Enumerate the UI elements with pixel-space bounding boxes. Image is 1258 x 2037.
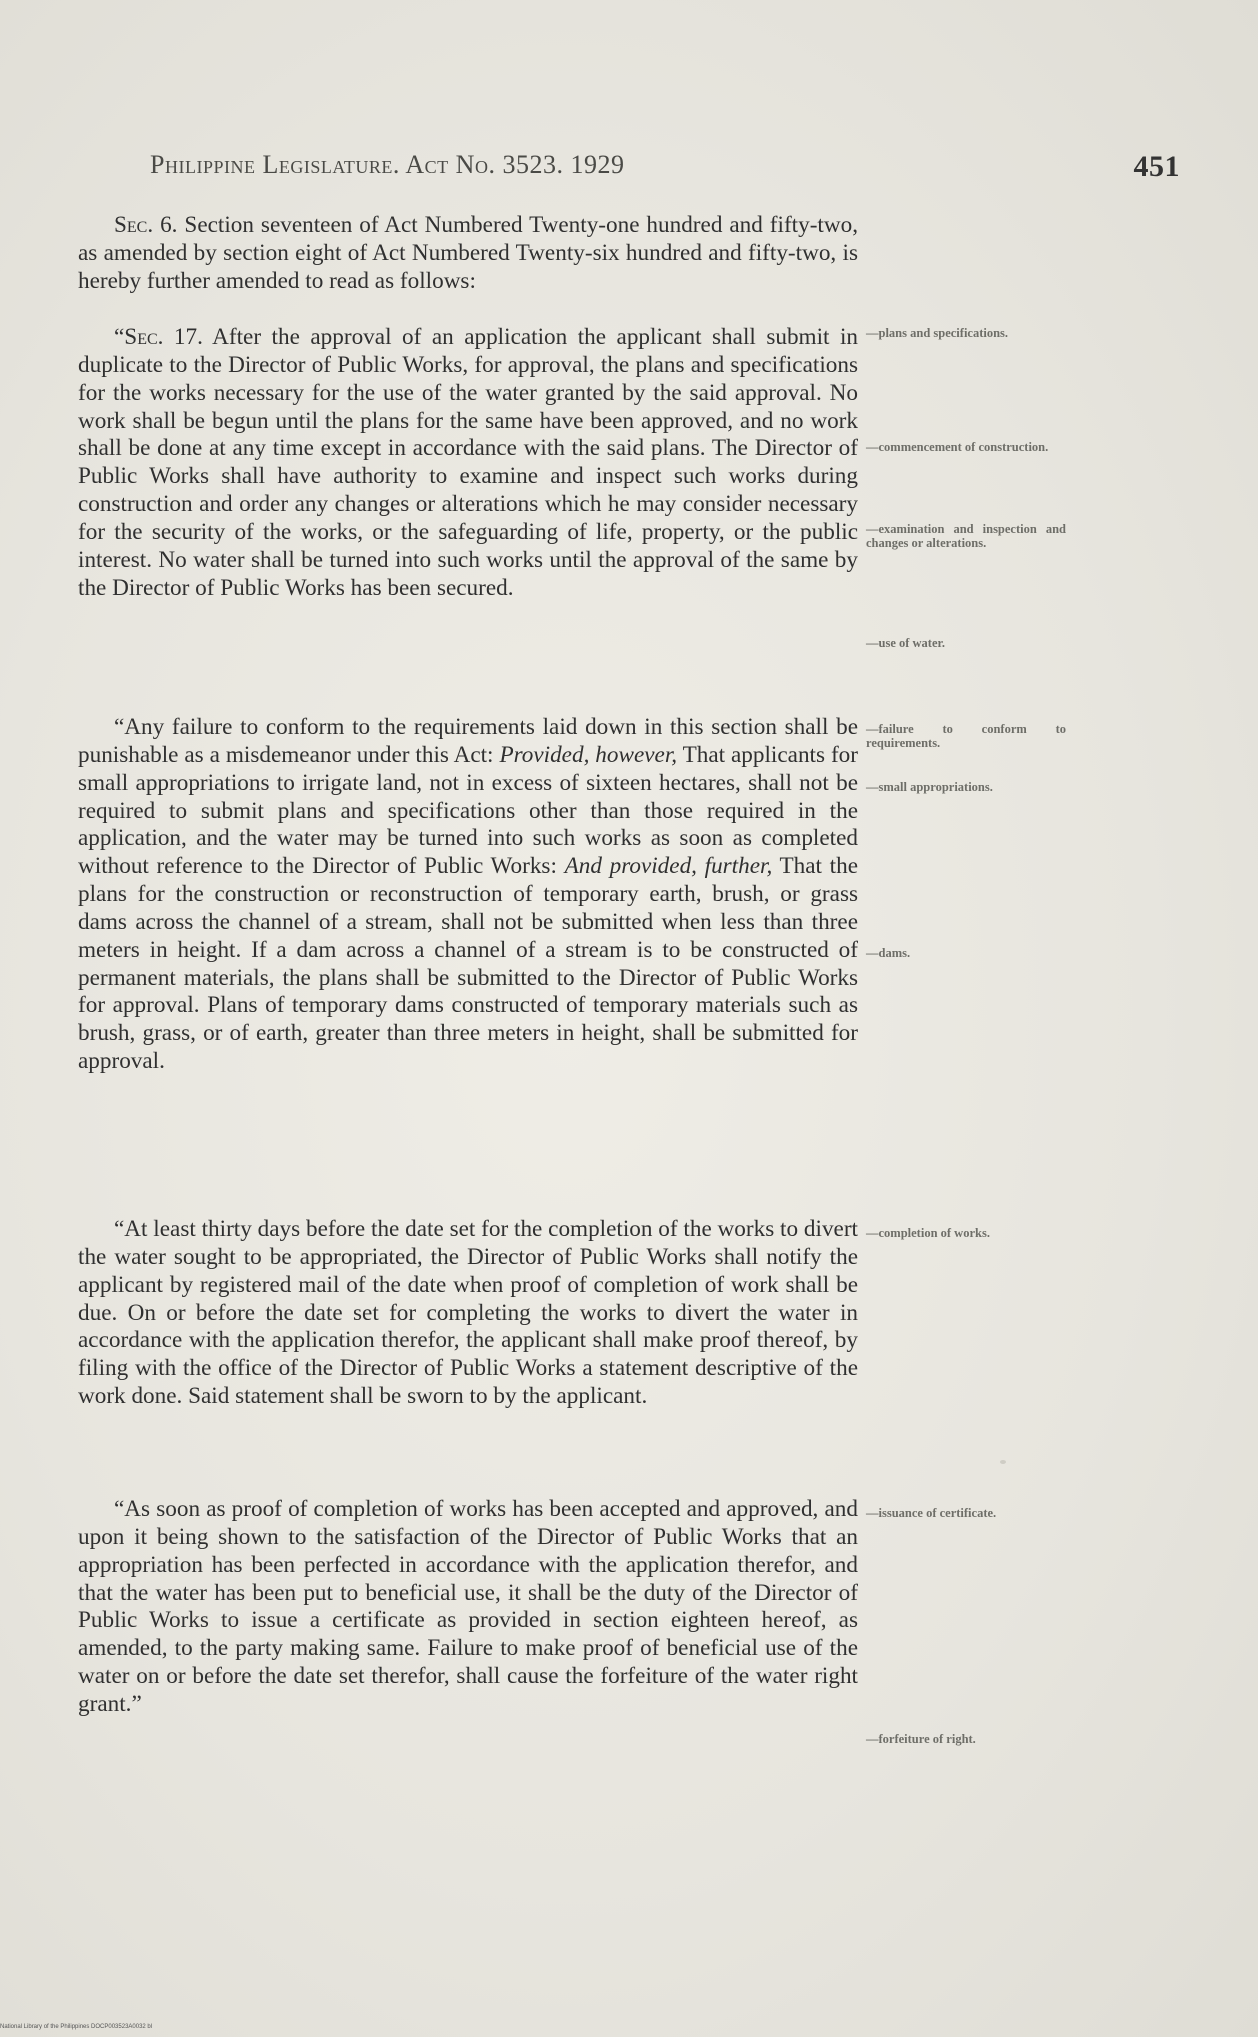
paragraph-text: “At least thirty days before the date set for the completion of the works to divert the water sought to be appropriated, the Director of Public Works shall notify the applicant by registered mail of the date when proof of completion of work shall be due. On or before the date set for completing the works to divert the water in accordance with the application therefor, the applicant shall make proof thereof, by filing with the office of the Director of Public Works a statement descriptive of the work done. Said statement shall be sworn to by the applicant.	[78, 1216, 858, 1410]
section-17-paragraph	[78, 324, 858, 714]
paragraph-text: Section seventeen of Act Numbered Twenty-one hundred and fifty-two, as amended by section eight of Act Numbered Twenty-six hundred and fifty-two, is hereby further amended to read as follows:	[78, 212, 859, 294]
paragraph-text: “As soon as proof of completion of works has been accepted and approved, and upon it being shown to the satisfaction of the Director of Public Works that an appropriation has been perfected in accordance with the application therefor, and that the water has been put to beneficial use, it shall be the duty of the Director of Public Works to issue a certificate as provided in section eighteen hereof, as amended, to the party making same. Failure to make proof of beneficial use of the water on or before the date set therefor, shall cause the forfeiture of the water right grant.”	[78, 1496, 858, 1717]
section-6-paragraph	[78, 212, 858, 324]
margin-note: —use of water.	[866, 636, 946, 650]
margin-note: —issuance of certificate.	[866, 1506, 997, 1520]
failure-to-conform-paragraph	[78, 714, 858, 1216]
paragraph-text: “Any failure to conform to the requirements laid down in this section shall be punishable as a misdemeanor under this Act:	[78, 714, 858, 768]
paragraph-text: That the plans for the construction or reconstruction of temporary earth, brush, or grass dams across the channel of a stream, shall not be submitted when less than three meters in height. If a dam across a channel of a stream is to be constructed of permanent materials, the plans shall be submitted to the Director of Public Works for approval. Plans of temporary dams constructed of temporary materials such as brush, grass, or of earth, greater than three meters in height, shall be submitted for approval.	[78, 853, 858, 1075]
running-title: Philippine Legislature. Act No. 3523. 1929	[150, 150, 625, 179]
certificate-paragraph	[78, 1496, 858, 1719]
proviso-italic: And provided, further,	[564, 853, 773, 880]
page-header	[150, 150, 1180, 190]
proviso-italic: Provided, however,	[499, 741, 678, 768]
main-text-column	[78, 212, 858, 1719]
margin-note: —failure to conform to requirements.	[866, 722, 1066, 750]
section-lead: “Sec. 17.	[114, 324, 203, 350]
margin-note: —completion of works.	[866, 1226, 990, 1240]
section-lead: Sec. 6.	[114, 212, 178, 238]
margin-note: —examination and inspection and changes or alterations.	[866, 522, 1066, 550]
paper-speck	[1000, 1460, 1006, 1464]
margin-note: —dams.	[866, 946, 911, 960]
margin-note: —commencement of construction.	[866, 440, 1049, 454]
margin-note: —plans and specifications.	[866, 326, 1009, 340]
completion-paragraph	[78, 1216, 858, 1496]
scan-credit: National Library of the Philippines DOCP003523A0032 bl	[0, 2024, 153, 2030]
paragraph-text: After the approval of an application the applicant shall submit in duplicate to the Director of Public Works, for approval, the plans and specifications for the works necessary for the use of the water granted by the said approval. No work shall be begun until the plans for the same have been approved, and no work shall be done at any time except in accordance with the said plans. The Director of Public Works shall have authority to examine and inspect such works during construction and order any changes or alterations which he may consider necessary for the security of the works, or the safeguarding of life, property, or the public interest. No water shall be turned into such works until the approval of the same by the Director of Public Works has been secured.	[78, 324, 858, 601]
margin-note: —small appropriations.	[866, 780, 993, 794]
paragraph-text: That applicants for small appropriations to irrigate land, not in excess of sixteen hectares, shall not be required to submit plans and specifications other than those required in the application, and the water may be turned into such works as soon as completed without reference to the Director of Public Works:	[78, 741, 858, 880]
page-number: 451	[1133, 150, 1180, 183]
margin-note: —forfeiture of right.	[866, 1732, 976, 1746]
